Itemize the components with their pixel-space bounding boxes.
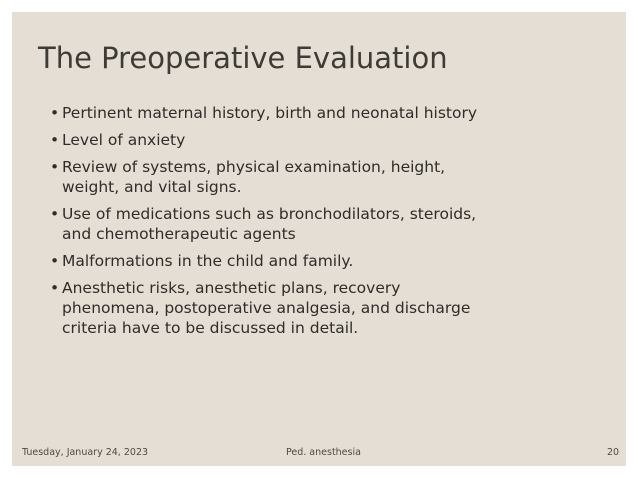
footer-date: Tuesday, January 24, 2023 [22,447,149,458]
bullet-text: Review of systems, physical examination, height, weight, and vital signs. [62,158,446,196]
bullet-marker: • [50,252,60,270]
bullet-text: Malformations in the child and family. [62,252,354,270]
footer-center-text: Ped. anesthesia [286,447,361,458]
bullet-text: Use of medications such as bronchodilators, steroids, and chemotherapeutic agents [62,205,477,243]
bullet-item [50,278,490,338]
slide-title: The Preoperative Evaluation [38,41,448,75]
bullet-text: Pertinent maternal history, birth and neonatal history [62,104,478,122]
bullet-marker: • [50,104,60,122]
bullet-marker: • [50,158,60,176]
bullet-item [50,103,490,123]
bullet-item [50,204,490,244]
bullet-marker: • [50,205,60,223]
bullet-text: Anesthetic risks, anesthetic plans, recovery phenomena, postoperative analgesia, and discharge criteria have to be discussed in detail. [62,279,471,337]
bullet-item [50,130,490,150]
bullet-text: Level of anxiety [62,131,186,149]
bullet-marker: • [50,131,60,149]
bullet-item [50,157,490,197]
bullet-list [50,103,490,345]
bullet-item [50,251,490,271]
bullet-marker: • [50,279,60,297]
page-number: 20 [607,447,620,458]
